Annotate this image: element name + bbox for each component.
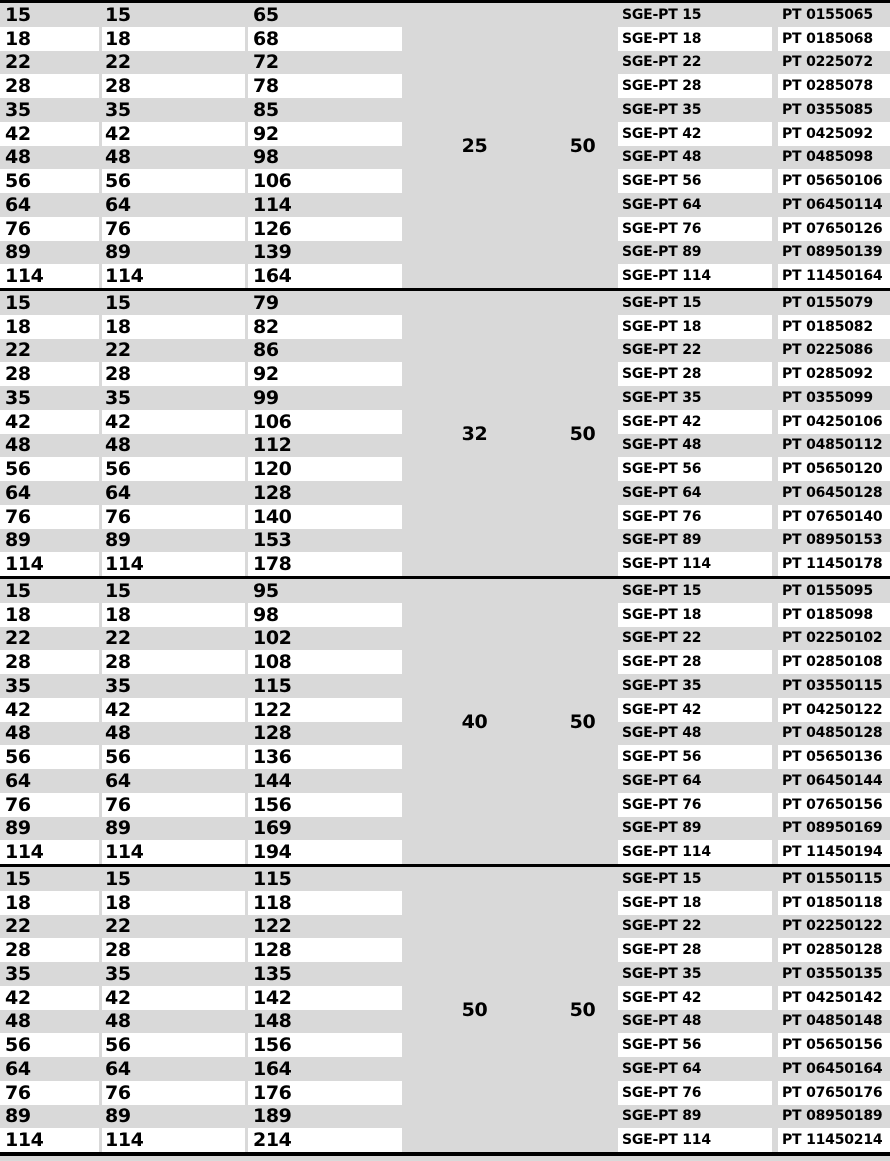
- article-code-cell: PT 02850128: [778, 938, 890, 962]
- dim-cell-1: 76: [0, 1081, 99, 1105]
- type-cell: SGE-PT 35: [622, 389, 702, 406]
- article-code-cell: PT 0425092: [778, 122, 890, 146]
- dim-cell-2: 35: [105, 962, 131, 985]
- dim-cell-1: 114: [0, 264, 99, 288]
- type-cell: SGE-PT 76: [618, 1081, 772, 1105]
- dim-cell-3: 78: [248, 74, 402, 98]
- dim-cell-3: 156: [248, 1033, 402, 1057]
- table-group: [0, 867, 890, 1152]
- table-group: [0, 3, 890, 288]
- dim-cell-2: 42: [102, 986, 245, 1010]
- dim-cell-2: 89: [105, 1105, 131, 1128]
- article-code-cell: PT 04850148: [782, 1013, 883, 1030]
- merged-shared-cell: [402, 3, 618, 288]
- dim-cell-1: 114: [0, 552, 99, 576]
- article-code-cell: PT 01850118: [778, 891, 890, 915]
- dim-cell-2: 114: [102, 552, 245, 576]
- dim-cell-1: 18: [0, 603, 99, 627]
- article-code-cell: PT 0285092: [778, 362, 890, 386]
- dim-cell-3: 164: [248, 264, 402, 288]
- type-cell: SGE-PT 89: [622, 820, 702, 837]
- dim-cell-2: 48: [105, 434, 131, 457]
- dim-cell-3: 136: [248, 745, 402, 769]
- article-code-cell: PT 08950169: [782, 820, 883, 837]
- dim-cell-2: 114: [102, 264, 245, 288]
- article-code-cell: PT 11450178: [778, 552, 890, 576]
- type-cell: SGE-PT 89: [622, 1108, 702, 1125]
- dim-cell-1: 15: [5, 291, 31, 314]
- type-cell: SGE-PT 28: [618, 938, 772, 962]
- type-cell: SGE-PT 15: [622, 870, 702, 887]
- type-cell: SGE-PT 18: [618, 315, 772, 339]
- type-cell: SGE-PT 76: [618, 793, 772, 817]
- article-code-cell: PT 0185082: [778, 315, 890, 339]
- dim-cell-2: 22: [105, 339, 131, 362]
- type-cell: SGE-PT 42: [618, 122, 772, 146]
- merged-shared-cell: [402, 291, 618, 576]
- dim-cell-1: 28: [0, 650, 99, 674]
- table-group: [0, 579, 890, 864]
- dim-cell-1: 56: [0, 745, 99, 769]
- dim-cell-2: 15: [105, 3, 131, 26]
- type-cell: SGE-PT 15: [622, 294, 702, 311]
- dim-cell-1: 22: [5, 339, 31, 362]
- dim-cell-1: 22: [5, 627, 31, 650]
- dim-cell-2: 114: [102, 1128, 245, 1152]
- article-code-cell: PT 04250122: [778, 698, 890, 722]
- dim-cell-1: 76: [0, 217, 99, 241]
- article-code-cell: PT 02250102: [782, 630, 883, 647]
- dim-cell-2: 76: [102, 505, 245, 529]
- dim-cell-1: 64: [5, 769, 31, 792]
- article-code-cell: PT 07650126: [778, 217, 890, 241]
- table-footer-strip: [0, 1156, 890, 1161]
- dim-cell-3: 115: [253, 867, 292, 890]
- dim-cell-3: 153: [253, 529, 292, 552]
- dim-cell-2: 48: [105, 722, 131, 745]
- dim-cell-3: 148: [253, 1010, 292, 1033]
- dim-cell-1: 48: [5, 1010, 31, 1033]
- dim-cell-3: 120: [248, 457, 402, 481]
- article-code-cell: PT 06450164: [782, 1060, 883, 1077]
- dim-cell-2: 48: [105, 146, 131, 169]
- type-cell: SGE-PT 56: [618, 1033, 772, 1057]
- article-code-cell: PT 0285078: [778, 74, 890, 98]
- article-code-cell: PT 0185068: [778, 27, 890, 51]
- dim-cell-3: 106: [248, 410, 402, 434]
- type-cell: SGE-PT 42: [618, 986, 772, 1010]
- type-cell: SGE-PT 22: [622, 54, 702, 71]
- type-cell: SGE-PT 89: [622, 244, 702, 261]
- article-code-cell: PT 0355085: [782, 101, 873, 118]
- merged-shared-cell: [402, 579, 618, 864]
- table-body: [0, 3, 890, 1152]
- type-cell: SGE-PT 35: [622, 101, 702, 118]
- type-cell: SGE-PT 56: [618, 457, 772, 481]
- type-cell: SGE-PT 28: [618, 74, 772, 98]
- dim-cell-3: 92: [248, 362, 402, 386]
- type-cell: SGE-PT 76: [618, 217, 772, 241]
- dim-cell-3: 128: [253, 481, 292, 504]
- dim-cell-3: 169: [253, 817, 292, 840]
- type-cell: SGE-PT 48: [622, 1013, 702, 1030]
- dim-cell-2: 28: [102, 650, 245, 674]
- dim-cell-2: 114: [102, 840, 245, 864]
- article-code-cell: PT 04850112: [782, 437, 883, 454]
- type-cell: SGE-PT 42: [618, 410, 772, 434]
- article-code-cell: PT 05650156: [778, 1033, 890, 1057]
- dim-cell-3: 194: [248, 840, 402, 864]
- article-code-cell: PT 0155065: [782, 6, 873, 23]
- dim-cell-1: 22: [5, 915, 31, 938]
- dim-cell-3: 118: [248, 891, 402, 915]
- dim-cell-1: 64: [5, 193, 31, 216]
- dim-cell-3: 144: [253, 769, 292, 792]
- dim-cell-1: 42: [0, 122, 99, 146]
- dim-cell-2: 56: [102, 169, 245, 193]
- dim-cell-3: 65: [253, 3, 279, 26]
- dim-cell-2: 18: [102, 315, 245, 339]
- article-code-cell: PT 0485098: [782, 149, 873, 166]
- dim-cell-2: 18: [102, 891, 245, 915]
- article-code-cell: PT 02250122: [782, 918, 883, 935]
- dim-cell-2: 56: [102, 745, 245, 769]
- dim-cell-3: 122: [248, 698, 402, 722]
- type-cell: SGE-PT 18: [618, 891, 772, 915]
- article-code-cell: PT 11450164: [778, 264, 890, 288]
- shared-dim-cell-2: 50: [569, 422, 596, 445]
- shared-dim-cell-2: 50: [569, 998, 596, 1021]
- article-code-cell: PT 08950189: [782, 1108, 883, 1125]
- dim-cell-2: 56: [102, 1033, 245, 1057]
- type-cell: SGE-PT 35: [622, 677, 702, 694]
- dim-cell-3: 189: [253, 1105, 292, 1128]
- dim-cell-3: 142: [248, 986, 402, 1010]
- dim-cell-1: 56: [0, 169, 99, 193]
- article-code-cell: PT 07650176: [778, 1081, 890, 1105]
- dim-cell-2: 76: [102, 793, 245, 817]
- shared-dim-cell-1: 40: [461, 710, 488, 733]
- article-code-cell: PT 06450144: [782, 772, 883, 789]
- dim-cell-1: 114: [0, 1128, 99, 1152]
- dim-cell-1: 48: [5, 722, 31, 745]
- dim-cell-2: 89: [105, 817, 131, 840]
- dim-cell-1: 35: [5, 98, 31, 121]
- article-code-cell: PT 01550115: [782, 870, 883, 887]
- dim-cell-1: 42: [0, 986, 99, 1010]
- dim-cell-1: 18: [0, 891, 99, 915]
- dim-cell-1: 56: [0, 1033, 99, 1057]
- article-code-cell: PT 05650120: [778, 457, 890, 481]
- type-cell: SGE-PT 64: [622, 196, 702, 213]
- dim-cell-3: 82: [248, 315, 402, 339]
- dim-cell-2: 35: [105, 386, 131, 409]
- article-code-cell: PT 11450194: [778, 840, 890, 864]
- shared-dim-cell-1: 25: [461, 134, 488, 157]
- dim-cell-1: 64: [5, 481, 31, 504]
- dim-cell-2: 15: [105, 291, 131, 314]
- article-code-cell: PT 04250142: [778, 986, 890, 1010]
- dim-cell-3: 164: [253, 1057, 292, 1080]
- dim-cell-2: 28: [102, 938, 245, 962]
- type-cell: SGE-PT 64: [622, 772, 702, 789]
- dim-cell-2: 42: [102, 410, 245, 434]
- shared-dim-cell-1: 32: [461, 422, 488, 445]
- dim-cell-3: 122: [253, 915, 292, 938]
- article-code-cell: PT 0225072: [782, 54, 873, 71]
- dim-cell-3: 115: [253, 674, 292, 697]
- dim-cell-1: 18: [0, 315, 99, 339]
- dim-cell-1: 89: [5, 529, 31, 552]
- dim-cell-2: 42: [102, 122, 245, 146]
- article-code-cell: PT 05650106: [778, 169, 890, 193]
- dim-cell-2: 64: [105, 481, 131, 504]
- dim-cell-3: 95: [253, 579, 279, 602]
- article-code-cell: PT 04250106: [778, 410, 890, 434]
- dim-cell-1: 15: [5, 3, 31, 26]
- dim-cell-3: 140: [248, 505, 402, 529]
- dim-cell-3: 98: [248, 603, 402, 627]
- article-code-cell: PT 06450128: [782, 484, 883, 501]
- dim-cell-1: 28: [0, 74, 99, 98]
- dim-cell-3: 176: [248, 1081, 402, 1105]
- dim-cell-3: 92: [248, 122, 402, 146]
- article-code-cell: PT 0155079: [782, 294, 873, 311]
- dim-cell-3: 128: [248, 938, 402, 962]
- article-code-cell: PT 11450214: [778, 1128, 890, 1152]
- dim-cell-2: 89: [105, 529, 131, 552]
- article-code-cell: PT 0155095: [782, 582, 873, 599]
- article-code-cell: PT 06450114: [782, 196, 883, 213]
- dim-cell-2: 22: [105, 915, 131, 938]
- dim-cell-1: 56: [0, 457, 99, 481]
- article-code-cell: PT 03550135: [782, 965, 883, 982]
- type-cell: SGE-PT 35: [622, 965, 702, 982]
- type-cell: SGE-PT 22: [622, 342, 702, 359]
- dim-cell-3: 72: [253, 51, 279, 74]
- dim-cell-3: 98: [253, 146, 279, 169]
- dim-cell-1: 76: [0, 505, 99, 529]
- article-code-cell: PT 03550115: [782, 677, 883, 694]
- type-cell: SGE-PT 89: [622, 532, 702, 549]
- dim-cell-1: 76: [0, 793, 99, 817]
- type-cell: SGE-PT 22: [622, 918, 702, 935]
- type-cell: SGE-PT 64: [622, 484, 702, 501]
- dim-cell-3: 156: [248, 793, 402, 817]
- dim-cell-1: 18: [0, 27, 99, 51]
- type-cell: SGE-PT 48: [622, 725, 702, 742]
- dim-cell-2: 28: [102, 362, 245, 386]
- article-code-cell: PT 0355099: [782, 389, 873, 406]
- dim-cell-2: 15: [105, 867, 131, 890]
- dim-cell-2: 76: [102, 1081, 245, 1105]
- type-cell: SGE-PT 48: [622, 149, 702, 166]
- dim-cell-2: 18: [102, 603, 245, 627]
- dim-cell-3: 112: [253, 434, 292, 457]
- type-cell: SGE-PT 64: [622, 1060, 702, 1077]
- type-cell: SGE-PT 15: [622, 582, 702, 599]
- dim-cell-1: 89: [5, 1105, 31, 1128]
- type-cell: SGE-PT 48: [622, 437, 702, 454]
- dim-cell-1: 42: [0, 410, 99, 434]
- dim-cell-3: 99: [253, 386, 279, 409]
- shared-dim-cell-2: 50: [569, 134, 596, 157]
- type-cell: SGE-PT 76: [618, 505, 772, 529]
- dim-cell-2: 35: [105, 674, 131, 697]
- dim-cell-3: 106: [248, 169, 402, 193]
- article-code-cell: PT 08950139: [782, 244, 883, 261]
- dim-cell-2: 64: [105, 1057, 131, 1080]
- dim-cell-2: 64: [105, 193, 131, 216]
- dim-cell-2: 22: [105, 51, 131, 74]
- dim-cell-3: 108: [248, 650, 402, 674]
- dim-cell-2: 15: [105, 579, 131, 602]
- dim-cell-2: 48: [105, 1010, 131, 1033]
- dim-cell-3: 178: [248, 552, 402, 576]
- dim-cell-3: 135: [253, 962, 292, 985]
- article-code-cell: PT 0185098: [778, 603, 890, 627]
- dim-cell-3: 86: [253, 339, 279, 362]
- type-cell: SGE-PT 28: [618, 650, 772, 674]
- dim-cell-1: 64: [5, 1057, 31, 1080]
- dim-cell-3: 68: [248, 27, 402, 51]
- dim-cell-2: 28: [102, 74, 245, 98]
- article-code-cell: PT 07650156: [778, 793, 890, 817]
- dim-cell-1: 28: [0, 362, 99, 386]
- type-cell: SGE-PT 15: [622, 6, 702, 23]
- dim-cell-2: 76: [102, 217, 245, 241]
- dim-cell-2: 35: [105, 98, 131, 121]
- dim-cell-2: 22: [105, 627, 131, 650]
- dim-cell-3: 214: [248, 1128, 402, 1152]
- type-cell: SGE-PT 114: [618, 264, 772, 288]
- type-cell: SGE-PT 42: [618, 698, 772, 722]
- dim-cell-1: 15: [5, 579, 31, 602]
- dim-cell-3: 128: [253, 722, 292, 745]
- shared-dim-cell-2: 50: [569, 710, 596, 733]
- dim-cell-1: 114: [0, 840, 99, 864]
- type-cell: SGE-PT 28: [618, 362, 772, 386]
- dim-cell-1: 15: [5, 867, 31, 890]
- type-cell: SGE-PT 22: [622, 630, 702, 647]
- dim-cell-2: 18: [102, 27, 245, 51]
- article-code-cell: PT 07650140: [778, 505, 890, 529]
- dim-cell-3: 139: [253, 241, 292, 264]
- dim-cell-2: 42: [102, 698, 245, 722]
- dim-cell-2: 89: [105, 241, 131, 264]
- article-code-cell: PT 0225086: [782, 342, 873, 359]
- type-cell: SGE-PT 18: [618, 27, 772, 51]
- dim-cell-1: 89: [5, 241, 31, 264]
- dim-cell-1: 48: [5, 146, 31, 169]
- dim-cell-2: 56: [102, 457, 245, 481]
- dim-cell-1: 28: [0, 938, 99, 962]
- dim-cell-1: 42: [0, 698, 99, 722]
- dim-cell-3: 126: [248, 217, 402, 241]
- dim-cell-2: 64: [105, 769, 131, 792]
- type-cell: SGE-PT 114: [618, 552, 772, 576]
- type-cell: SGE-PT 114: [618, 1128, 772, 1152]
- merged-shared-cell: [402, 867, 618, 1152]
- table-group: [0, 291, 890, 576]
- type-cell: SGE-PT 18: [618, 603, 772, 627]
- dim-cell-1: 35: [5, 386, 31, 409]
- article-code-cell: PT 05650136: [778, 745, 890, 769]
- article-code-cell: PT 08950153: [782, 532, 883, 549]
- type-cell: SGE-PT 56: [618, 169, 772, 193]
- dim-cell-3: 102: [253, 627, 292, 650]
- article-code-cell: PT 02850108: [778, 650, 890, 674]
- shared-dim-cell-1: 50: [461, 998, 488, 1021]
- type-cell: SGE-PT 114: [618, 840, 772, 864]
- dim-cell-3: 114: [253, 193, 292, 216]
- dim-cell-1: 48: [5, 434, 31, 457]
- dim-cell-1: 35: [5, 962, 31, 985]
- dim-cell-1: 22: [5, 51, 31, 74]
- dim-cell-1: 89: [5, 817, 31, 840]
- dim-cell-3: 85: [253, 98, 279, 121]
- type-cell: SGE-PT 56: [618, 745, 772, 769]
- article-code-cell: PT 04850128: [782, 725, 883, 742]
- dim-cell-3: 79: [253, 291, 279, 314]
- dim-cell-1: 35: [5, 674, 31, 697]
